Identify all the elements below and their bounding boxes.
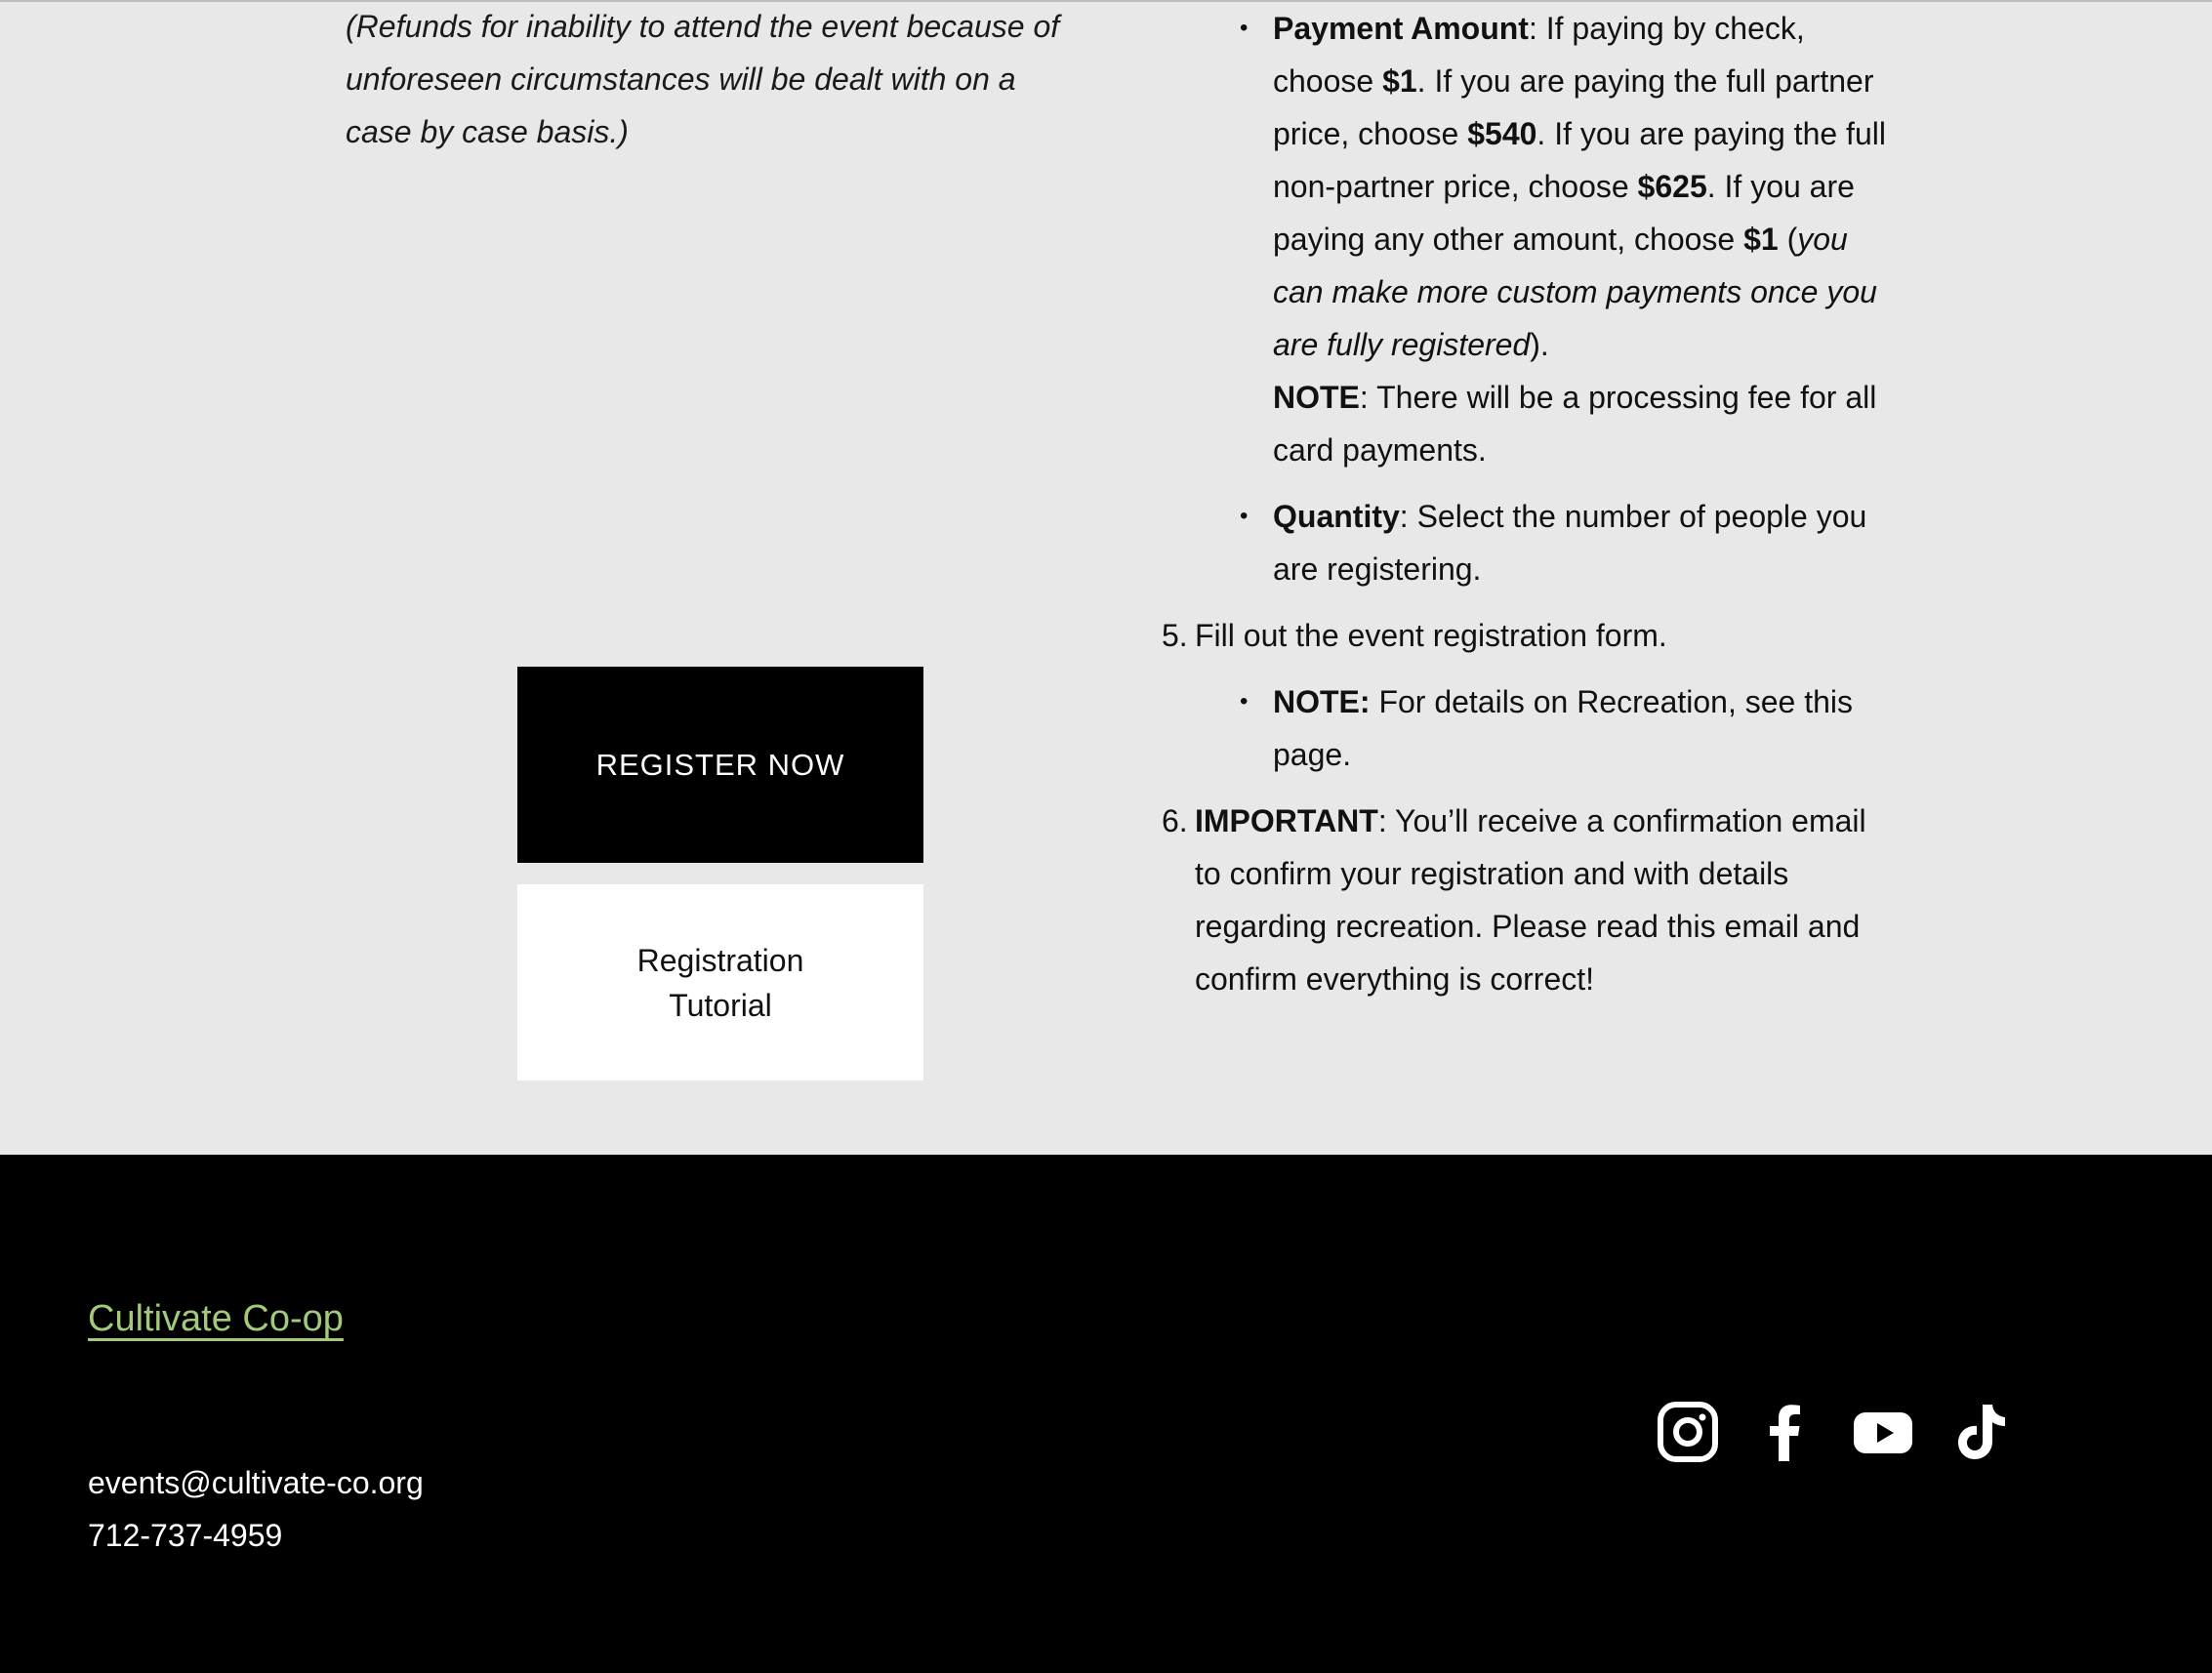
payment-value-3: $625 [1637,169,1707,204]
step4-details [1152,2,1894,595]
processing-fee-label: NOTE [1273,380,1360,415]
quantity-label: Quantity [1273,499,1400,534]
payment-text-4: . If you are paying any other amount, choose [1273,169,1855,257]
step-5-text: Fill out the event registration form. [1195,618,1667,653]
instagram-icon[interactable] [1654,1398,1722,1466]
payment-amount-label: Payment Amount [1273,11,1529,46]
registration-tutorial-label: Registration Tutorial [636,942,804,1023]
important-label: IMPORTANT [1195,803,1378,838]
step-6-text: : You’ll receive a confirmation email to confirm your registration and with details regarding recreation. Please read this email and confirm everything is correct! [1195,803,1866,997]
step-6-number: 6. [1162,803,1188,838]
footer-phone: 712-737-4959 [88,1518,283,1553]
footer-brand-link[interactable]: Cultivate Co-op [88,1298,344,1339]
payment-italic-note: you can make more custom payments once you are fully registered [1273,222,1877,362]
register-now-label: REGISTER NOW [595,747,845,782]
facebook-icon[interactable] [1751,1398,1820,1466]
payment-value-2: $540 [1467,116,1537,151]
step-6 [1152,795,1894,1005]
processing-fee-text: : There will be a processing fee for all card payments. [1273,380,1877,468]
refund-note: (Refunds for inability to attend the event because of unforeseen circumstances will be dealt with on a case by case basis.) [346,9,1060,149]
payment-amount-item [1152,2,1894,476]
quantity-item [1152,490,1894,595]
payment-text-6: ). [1530,327,1549,362]
payment-value-4: $1 [1743,222,1779,257]
recreation-note-text: For details on Recreation, see this page. [1273,684,1854,772]
payment-text-5: ( [1778,222,1798,257]
recreation-note-label: NOTE: [1273,684,1371,719]
youtube-icon[interactable] [1849,1398,1917,1466]
step5-details [1152,675,1894,781]
register-now-button[interactable] [517,667,923,863]
footer-contact [88,1456,424,1562]
registration-tutorial-button[interactable] [517,884,923,1081]
payment-text-2: . If you are paying the full partner price, choose [1273,63,1874,151]
quantity-text: : Select the number of people you are registering. [1273,499,1867,587]
tiktok-icon[interactable] [1946,1398,2015,1466]
processing-fee-note [1273,371,1894,476]
payment-text-3: . If you are paying the full non-partner price, choose [1273,116,1886,204]
payment-text-1: : If paying by check, choose [1273,11,1805,99]
footer-email-link[interactable]: events@cultivate-co.org [88,1465,424,1500]
recreation-note-item [1152,675,1894,781]
step-5-number: 5. [1162,618,1188,653]
registration-instructions [1152,2,1894,1005]
payment-value-1: $1 [1382,63,1417,99]
step-5 [1152,609,1894,662]
